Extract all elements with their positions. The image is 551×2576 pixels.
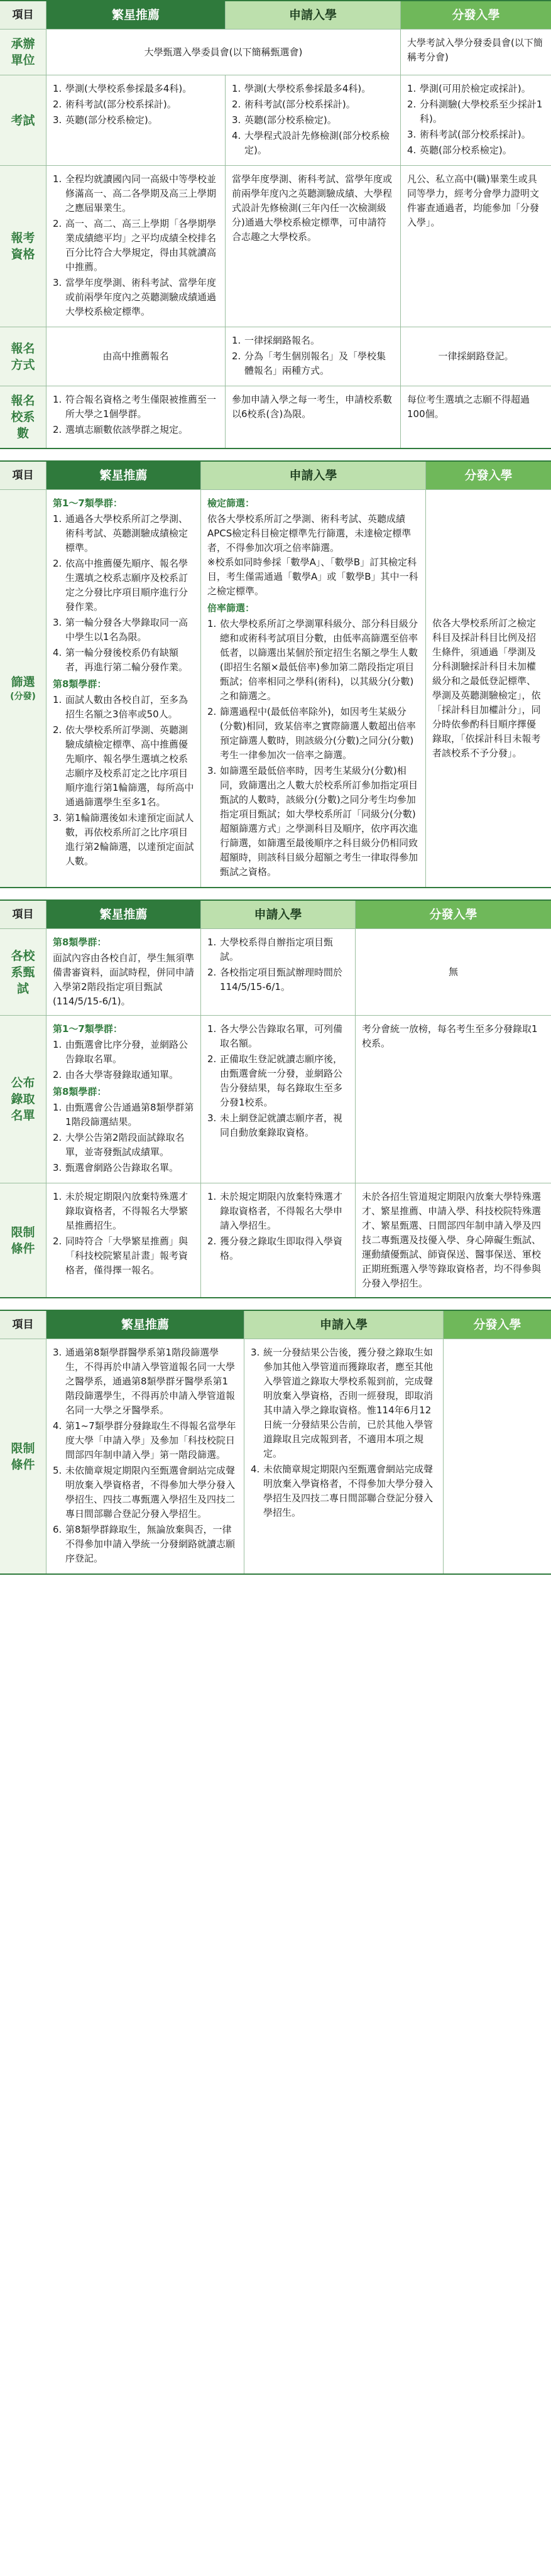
table-screening (0, 460, 551, 888)
method-apply (226, 327, 401, 386)
table-header (0, 1311, 551, 1339)
exam-star (46, 75, 226, 165)
organizer-dist: 大學考試入學分發委員會(以下簡稱考分會) (407, 37, 543, 63)
list-item: 1. 通過各大學校系所訂之學測、術科考試、英聽測驗成績檢定標準。 (53, 513, 188, 553)
list-item: 1. 學測(大學校系參採最多4科)。 (53, 83, 192, 94)
list-item: 3. 英聽(部分校系檢定)。 (53, 114, 158, 126)
header-apply: 申請入學 (201, 901, 356, 928)
list-item: 4. 大學程式設計先修檢測(部分校系檢定)。 (232, 130, 390, 156)
row-qualification (0, 166, 551, 327)
organizer-star-apply: 大學甄選入學委員會(以下簡稱甄選會) (46, 30, 401, 75)
header-dist: 分發入學 (401, 1, 551, 29)
screening-dist: 依各大學校系所訂之檢定科目及採計科目比例及招生條件，須通過「學測及分科測驗採計科目未加權級分和之最低登記標準、學測及英聽測驗檢定」，依「採計科目加權計分」，同分時依參酌科目順序擇優錄取，「依採計科目未報考者該校系不予分發」。 (432, 617, 541, 759)
exam-apply (226, 75, 401, 165)
list-item: 2. 由各大學寄發錄取通知單。 (53, 1069, 179, 1080)
method-star: 由高中推薦報名 (46, 327, 226, 386)
list-item: 4. 英聽(部分校系檢定)。 (407, 144, 512, 156)
list-item: 2. 大學公告第2階段面試錄取名單，並寄發甄試成績單。 (53, 1132, 185, 1158)
table-header (0, 901, 551, 929)
row-announce (0, 1016, 551, 1183)
table-header (0, 1, 551, 30)
label-review: 各校系甄試 (0, 929, 46, 1015)
list-item: 2. 術科考試(部分校系採計)。 (232, 99, 356, 110)
list-item: 3. 英聽(部分校系檢定)。 (232, 114, 337, 126)
list-item: 1. 大學校系得自辦指定項目甄試。 (207, 937, 334, 962)
row-screening (0, 490, 551, 887)
subheading: 第1～7類學群： (53, 497, 123, 509)
subheading: 第8類學群： (53, 937, 107, 948)
restrictions-dist (444, 1339, 551, 1573)
list-item: 2. 各校指定項目甄試辦理時間於114/5/15-6/1。 (207, 967, 343, 992)
list-item: 2. 依大學校系所訂學測、英聽測驗成績檢定標準、高中推薦優先順序、報名學生選填之校系志願序及校系訂定之比序項目順序進行第1輪篩選，每所高中通過篩選學生至多1名。 (53, 724, 194, 808)
label-screening: 篩選 (分發) (0, 490, 46, 887)
header-dist: 分發入學 (356, 901, 551, 928)
label-restrictions: 限制條件 (0, 1339, 46, 1573)
list-item: 1. 全程均就讀國內同一高級中等學校並修滿高一、高二各學期及高三上學期之應屆畢業生。 (53, 173, 217, 214)
review-apply (201, 929, 356, 1015)
list-item: 1. 依大學校系所訂之學測單科級分、部分科目級分總和或術科考試項目分數，由低率高篩選至倍率低者，以篩選出某個於預定招生名額之學生人數(即招生名額×最低倍率)參加第二階段指定項目甄試；倍率相同之學科(術科)，以其級分(分數)之和篩選之。 (207, 618, 418, 702)
list-item: 1. 學測(大學校系參採最多4科)。 (232, 83, 371, 94)
list-item: 5. 未依簡章規定期限內至甄選會網站完成聲明放棄入學資格者，不得參加大學分發入學招生、四技二專甄選入學招生及四技二專日間部聯合登記分發入學招生。 (53, 1465, 236, 1519)
list-item: 2. 獲分發之錄取生即取得入學資格。 (207, 1236, 343, 1261)
table-header (0, 462, 551, 490)
qualification-apply: 當學年度學測、術科考試、當學年度或前兩學年度內之英聽測驗成績、大學程式設計先修檢測(三年內任一次檢測級分)通過大學校系檢定標準，可申請符合志趣之大學校系。 (226, 166, 401, 327)
label-limit: 限制條件 (0, 1183, 46, 1297)
table-review (0, 899, 551, 1298)
list-item: 2. 篩選過程中(最低倍率除外)，如因考生某級分(分數)相同，致某倍率之實際篩選人數超出倍率預定篩選人數時，則該級分(分數)之同分(分數)考生一律參加次一倍率之篩選。 (207, 706, 416, 761)
list-item: 3. 如篩選至最低倍率時，因考生某級分(分數)相同，致篩選出之人數大於校系所訂參加指定項目甄試的人數時，該級分(分數)之同分考生均參加指定項目甄試；如大學校系所訂「同級分(分數)超額篩選方式」之學測科目及順序，依序再次進行篩選，如篩選至最後順序之科目級分仍相同致超額時，則該科目級分超額之考生一律取得參加甄試之資格。 (207, 765, 418, 878)
row-restrictions (0, 1339, 551, 1573)
row-exam (0, 75, 551, 166)
limit-star (46, 1183, 201, 1297)
count-apply: 參加申請入學之每一考生，申請校系數以6校系(含)為限。 (226, 386, 401, 448)
list-item: 2. 同時符合「大學繁星推薦」與「科技校院繁星計畫」報考資格者，僅得擇一報名。 (53, 1236, 188, 1276)
announce-dist: 考分會統一放榜，每名考生至多分發錄取1校系。 (362, 1023, 538, 1049)
note: ※校系如同時參採「數學A」、「數學B」訂其檢定科目，考生僅需通過「數學A」或「數學B」其中一科之檢定標準。 (207, 557, 418, 597)
paragraph: 面試內容由各校自訂，學生無須準備書審資料，面試時程，併同申請入學第2階段指定項目甄試(114/5/15-6/1)。 (53, 952, 195, 1007)
list-item: 2. 分科測驗(大學校系至少採計1科)。 (407, 99, 543, 124)
list-item: 4. 第1~7類學群分發錄取生不得報名當學年度大學「申請入學」及參加「科技校院日間部四年制申請入學」第一階段篩選。 (53, 1420, 236, 1460)
label-announce: 公布錄取名單 (0, 1016, 46, 1183)
label-organizer: 承辦單位 (0, 30, 46, 75)
list-item: 2. 正備取生登記就讀志願序後，由甄選會統一分發，並網路公告分發結果，每名錄取生至多分發1校系。 (207, 1053, 343, 1108)
list-item: 3. 甄選會網路公告錄取名單。 (53, 1162, 179, 1173)
list-item: 3. 未上網登記就讀志願序者，視同自動放棄錄取資格。 (207, 1112, 343, 1138)
row-count (0, 386, 551, 448)
header-star: 繁星推薦 (46, 901, 201, 928)
header-star: 繁星推薦 (46, 1, 226, 29)
limit-apply (201, 1183, 356, 1297)
header-apply: 申請入學 (201, 462, 426, 489)
limit-dist: 未於各招生管道規定期限內放棄大學特殊選才、繁星推薦、申請入學、科技校院特殊選才、繁星甄選、日間部四年制申請入學及四技二專甄選及技優入學、身心障礙生甄試、運動績優甄試、師資保送、醫事保送、軍校正期班甄選入學等錄取資格者，均不得參與分發入學招生。 (362, 1191, 542, 1289)
review-dist: 無 (448, 966, 458, 977)
row-review (0, 929, 551, 1016)
header-dist: 分發入學 (426, 462, 551, 489)
list-item: 1. 學測(可用於檢定或採計)。 (407, 83, 531, 94)
row-organizer (0, 30, 551, 75)
label-method: 報名方式 (0, 327, 46, 386)
list-item: 3. 通過第8類學群醫學系第1階段篩選學生，不得再於申請入學管道報名同一大學之醫學系，通過第8類學群牙醫學系第1階段篩選學生，不得再於申請入學管道報名同一大學之牙醫學系。 (53, 1347, 236, 1416)
table-overview (0, 0, 551, 449)
list-item: 1. 各大學公告錄取名單，可列備取名額。 (207, 1023, 343, 1049)
review-star (46, 929, 201, 1015)
announce-star (46, 1016, 201, 1183)
list-item: 1. 未於規定期限內放棄特殊選才錄取資格者，不得報名大學繁星推薦招生。 (53, 1191, 188, 1231)
restrictions-apply (244, 1339, 444, 1573)
qualification-dist: 凡公、私立高中(職)畢業生或具同等學力，經考分會學力證明文件審查通過者，均能參加「分發入學」。 (407, 173, 540, 228)
list-item: 3. 統一分發結果公告後，獲分發之錄取生如參加其他入學管道而獲錄取者，應至其他入學管道之錄取大學校系報到前，完成聲明放棄入學資格，否則一經發現，即取消其申請入學之錄取資格。惟114年6月12日統一分發結果公告前，已於其他入學管道錄取且完成報到者，不適用本項之規定。 (251, 1347, 434, 1459)
list-item: 3. 術科考試(部分校系採計)。 (407, 129, 531, 140)
subheading: 檢定篩選： (207, 497, 255, 509)
list-item: 1. 由甄選會比序分發，並網路公告錄取名單。 (53, 1039, 188, 1065)
header-dist: 分發入學 (444, 1311, 551, 1339)
list-item: 4. 第一輪分發後校系仍有缺額者，再進行第二輪分發作業。 (53, 647, 188, 673)
row-method (0, 327, 551, 386)
qualification-star (46, 166, 226, 327)
row-limit (0, 1183, 551, 1297)
screening-star (46, 490, 201, 887)
list-item: 2. 術科考試(部分校系採計)。 (53, 99, 177, 110)
list-item: 1. 一律採網路報名。 (232, 335, 320, 346)
list-item: 3. 第1輪篩選後如未達預定面試人數，再依校系所訂之比序項目進行第2輪篩選，以達預定面試人數。 (53, 812, 194, 867)
exam-dist (401, 75, 551, 165)
list-item: 6. 第8類學群錄取生，無論放棄與否，一律不得參加申請入學統一分發網路就讀志願序登記。 (53, 1524, 236, 1564)
list-item: 4. 未依簡章規定期限內至甄選會網站完成聲明放棄入學資格者，不得參加大學分發入學招生及四技二專日間部聯合登記分發入學招生。 (251, 1464, 434, 1518)
header-item: 項目 (0, 462, 46, 489)
list-item: 1. 面試人數由各校自訂，至多為招生名額之3倍率或50人。 (53, 694, 188, 720)
subheading: 第8類學群： (53, 1086, 107, 1097)
list-item: 3. 第一輪分發各大學錄取同一高中學生以1名為限。 (53, 617, 188, 643)
header-item: 項目 (0, 901, 46, 928)
method-dist: 一律採網路登記。 (438, 351, 514, 362)
label-count: 報名校系數 (0, 386, 46, 448)
count-dist: 每位考生選填之志願不得超過100個。 (407, 394, 530, 420)
announce-apply (201, 1016, 356, 1183)
header-item: 項目 (0, 1311, 46, 1339)
screening-apply (201, 490, 426, 887)
list-item: 3. 當學年度學測、術科考試、當學年度或前兩學年度內之英聽測驗成績通過大學校系檢定標準。 (53, 277, 217, 317)
header-star: 繁星推薦 (46, 462, 201, 489)
count-star (46, 386, 226, 448)
subheading: 第1～7類學群： (53, 1023, 123, 1035)
header-star: 繁星推薦 (46, 1311, 244, 1339)
list-item: 2. 依高中推薦優先順序、報名學生選填之校系志願序及校系訂定之分發比序項目順序進行分發作業。 (53, 558, 188, 612)
subheading: 第8類學群： (53, 678, 107, 690)
table-restrictions (0, 1310, 551, 1575)
list-item: 1. 未於規定期限內放棄特殊選才錄取資格者，不得報名大學申請入學招生。 (207, 1191, 343, 1231)
list-item: 1. 符合報名資格之考生僅限被推薦至一所大學之1個學群。 (53, 394, 217, 420)
subheading: 倍率篩選： (207, 602, 255, 614)
header-apply: 申請入學 (244, 1311, 444, 1339)
label-qualification: 報考資格 (0, 166, 46, 327)
list-item: 1. 由甄選會公告通過第8類學群第1階段篩選結果。 (53, 1102, 194, 1128)
list-item: 2. 分為「考生個別報名」及「學校集體報名」兩種方式。 (232, 351, 386, 376)
header-item: 項目 (0, 1, 46, 29)
list-item: 2. 選填志願數依該學群之規定。 (53, 424, 188, 435)
label-exam: 考試 (0, 75, 46, 165)
header-apply: 申請入學 (226, 1, 401, 29)
list-item: 2. 高一、高二、高三上學期「各學期學業成績總平均」之平均成績全校排名百分比符合大學規定，得由其就讀高中推薦。 (53, 218, 217, 273)
paragraph: 依各大學校系所訂之學測、術科考試、英聽成績APCS檢定科目檢定標準先行篩選，未達檢定標準者，不得參加次項之倍率篩選。 (207, 513, 412, 553)
restrictions-star (46, 1339, 244, 1573)
